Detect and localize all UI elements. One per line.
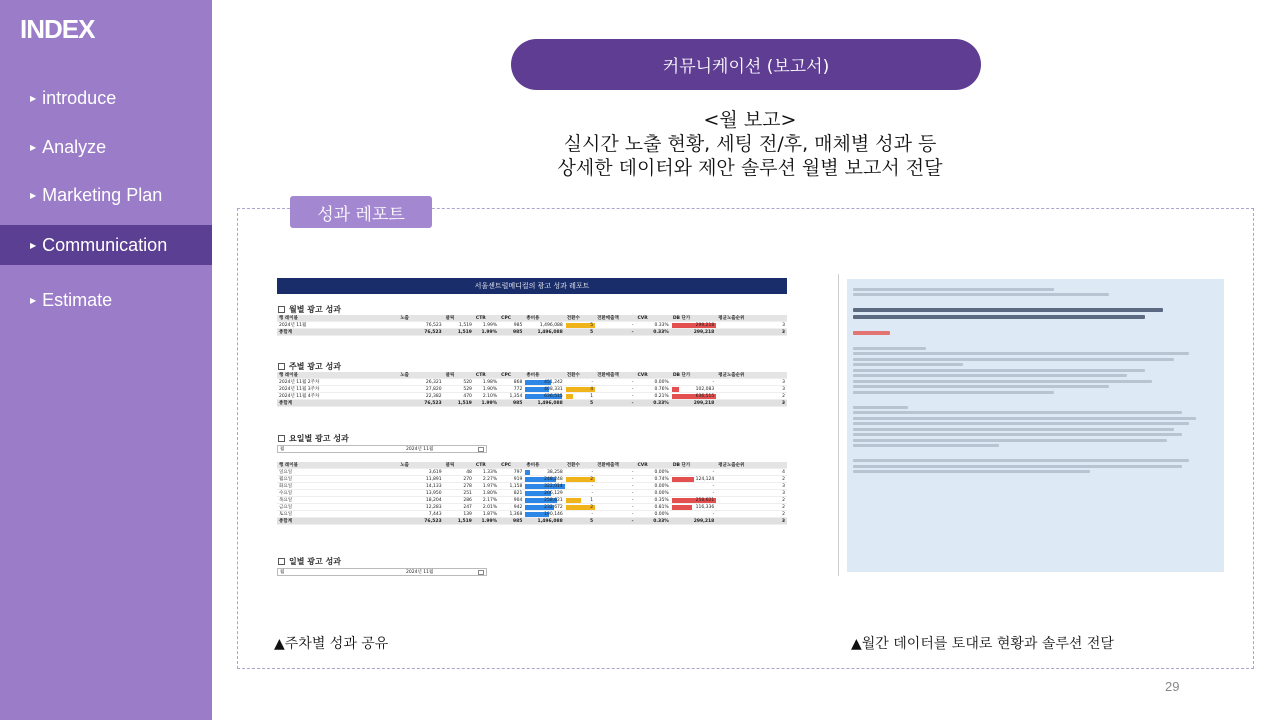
data-bar [672,505,692,510]
table-cell: 0.21% [635,393,670,400]
filter-dropdown-icon[interactable] [478,570,484,575]
table-row [277,504,787,511]
table-cell: - [671,469,716,476]
weekday-filter[interactable] [277,445,487,453]
table-cell: - [595,329,635,336]
triangle-right-icon: ▶ [30,190,37,200]
report-tag: 성과 레포트 [290,196,432,228]
table-cell: 1,354 [499,393,524,400]
table-row [277,476,787,483]
document-text-line [853,374,1127,377]
table-cell: 247 [444,504,474,511]
table-cell: 총비용 [524,372,564,379]
table-cell: 270 [444,476,474,483]
table-cell: 22,382 [398,393,443,400]
table-cell: 470 [444,393,474,400]
table-cell: - [595,497,635,504]
table-cell: 2 [716,497,787,504]
table-cell: 3 [716,322,787,329]
daily-filter[interactable] [277,568,487,576]
table-cell: 전환매출액 [595,372,635,379]
document-text-line [853,459,1189,462]
section-title-pill: 커뮤니케이션 (보고서) [511,39,981,90]
table-cell: 1,496,088 [524,518,564,525]
table-cell: 520 [444,379,474,386]
table-cell: 1.87% [474,511,499,518]
document-text-line [853,450,1218,457]
table-cell: 3 [716,518,787,525]
triangle-right-icon: ▶ [30,93,37,103]
table-cell: 클릭 [444,315,474,322]
data-bar [566,394,574,399]
table-cell: 124,124 [671,476,716,483]
table-cell: 4 [565,386,595,393]
table-cell: 636,515 [671,393,716,400]
table-cell: - [671,511,716,518]
table-cell: 행 레이블 [277,372,398,379]
table-cell: CTR [474,462,499,469]
table-cell: 2.10% [474,393,499,400]
document-text-line [853,308,1163,312]
document-text-line [853,337,1218,344]
table-cell: 139 [444,511,474,518]
table-cell: 299,218 [671,400,716,407]
headline-line-1: <월 보고> [703,109,797,131]
table-cell: 278 [444,483,474,490]
table-cell: 2024년 11월 4주차 [277,393,398,400]
document-text-line [853,293,1109,296]
document-text-line [853,299,1218,306]
table-cell: 251 [444,490,474,497]
table-cell: 1,496,088 [524,322,564,329]
table-cell: 전환수 [565,372,595,379]
table-cell: 행 레이블 [277,315,398,322]
monthly-report-document [847,279,1224,572]
document-text-line [853,428,1174,431]
triangle-right-icon: ▶ [30,240,37,250]
table-cell: 206,129 [524,490,564,497]
table-cell: 1.99% [474,400,499,407]
table-cell: 821 [499,490,524,497]
table-cell: 26,321 [398,379,443,386]
table-cell: 1.99% [474,322,499,329]
table-cell: 2 [716,476,787,483]
table-cell: 299,218 [671,329,716,336]
table-cell: 총합계 [277,329,398,336]
sidebar-item-label: Estimate [42,289,113,310]
table-row [277,322,787,329]
table-cell: 38,258 [524,469,564,476]
table-cell: 1,496,088 [524,400,564,407]
table-cell: - [595,469,635,476]
table-cell: 1,519 [444,322,474,329]
filter-value: 2024년 11월 [406,570,434,575]
weekday-section-title [278,433,349,444]
data-bar [672,477,694,482]
table-cell: 전환수 [565,462,595,469]
document-text-line [853,465,1182,468]
table-cell: 1,519 [444,400,474,407]
table-cell: - [595,518,635,525]
table-cell: 0.74% [635,476,670,483]
table-cell: 0.33% [635,518,670,525]
filter-label: 월 [280,570,285,575]
sidebar-item-analyze[interactable] [0,127,212,167]
table-cell: 258,621 [671,497,716,504]
document-text-line [853,347,926,350]
table-row [277,490,787,497]
sidebar-item-marketing-plan[interactable] [0,175,212,215]
table-cell: 2 [565,504,595,511]
checkbox-icon [278,435,285,442]
table-cell: 408,331 [524,386,564,393]
table-cell: 919 [499,476,524,483]
document-text-line [853,439,1167,442]
right-caption: ▲월간 데이터를 토대로 현황과 솔루션 전달 [851,636,1114,652]
table-cell: CVR [635,462,670,469]
headline [460,108,1040,180]
table-cell: 451,242 [524,379,564,386]
triangle-right-icon: ▶ [30,295,37,305]
data-bar [566,498,581,503]
table-cell: 전환매출액 [595,315,635,322]
sidebar-item-label: Communication [42,234,168,255]
page-number: 29 [1165,679,1180,694]
table-cell: 1.99% [474,329,499,336]
table-cell: 797 [499,469,524,476]
document-text-line [853,433,1182,436]
table-cell: - [595,476,635,483]
table-cell: 2 [716,393,787,400]
table-cell: 0.00% [635,483,670,490]
sidebar [0,0,212,720]
document-text-line [853,444,999,447]
monthly-section-title [278,304,341,315]
document-text-line [853,363,963,366]
weekly-table [277,372,787,407]
table-cell: 0.76% [635,386,670,393]
table-cell: 0.33% [635,329,670,336]
table-cell: 3 [716,379,787,386]
table-cell: 299,218 [671,322,716,329]
table-cell: 2 [565,476,595,483]
table-cell: 클릭 [444,462,474,469]
table-cell: 0.81% [635,504,670,511]
table-cell: 76,523 [398,518,443,525]
table-cell: 1.98% [474,379,499,386]
section-label: 일별 광고 성과 [289,557,341,566]
document-text-line [853,358,1174,361]
divider [838,274,839,576]
table-cell: CTR [474,372,499,379]
index-title: INDEX [20,14,95,44]
table-cell: 7,443 [398,511,443,518]
table-cell: 27,820 [398,386,443,393]
table-cell: 636,515 [524,393,564,400]
document-text-line [853,396,1218,403]
table-cell: 985 [499,400,524,407]
document-text-line [853,391,1054,394]
data-bar [525,470,530,475]
table-cell: - [595,386,635,393]
table-cell: 4 [716,469,787,476]
table-cell: 총합계 [277,518,398,525]
table-cell: 3 [716,400,787,407]
table-cell: 942 [499,504,524,511]
document-text-line [853,380,1152,383]
triangle-right-icon: ▶ [30,142,37,152]
table-cell: 2024년 11월 3주차 [277,386,398,393]
document-text-line [853,470,1090,473]
sidebar-item-introduce[interactable] [0,78,212,118]
weekly-section-title [278,361,341,372]
table-cell: 전환수 [565,315,595,322]
table-cell: 48 [444,469,474,476]
table-cell: 2.01% [474,504,499,511]
table-cell: 868 [499,379,524,386]
document-text-line [853,422,1189,425]
checkbox-icon [278,558,285,565]
report-spreadsheet [277,278,787,578]
table-cell: 190,146 [524,511,564,518]
table-cell: 금요일 [277,504,398,511]
table-cell: 904 [499,497,524,504]
table-cell: 전환매출액 [595,462,635,469]
table-cell: 3,619 [398,469,443,476]
table-cell: 14,133 [398,483,443,490]
document-text-line [853,321,1218,328]
table-cell: 76,523 [398,329,443,336]
table-cell: 1,158 [499,483,524,490]
table-cell: 529 [444,386,474,393]
table-cell: 18,204 [398,497,443,504]
table-cell: 노출 [398,462,443,469]
table-row [277,469,787,476]
table-cell: 1.33% [474,469,499,476]
section-label: 월별 광고 성과 [289,305,341,314]
table-cell: 286 [444,497,474,504]
table-cell: 1.97% [474,483,499,490]
table-cell: 1 [565,497,595,504]
sidebar-item-communication[interactable] [0,225,212,265]
table-cell: 3 [716,483,787,490]
table-cell: - [565,483,595,490]
table-cell: - [565,469,595,476]
table-cell: 299,218 [671,518,716,525]
headline-line-3: 상세한 데이터와 제안 솔루션 월별 보고서 전달 [557,157,943,179]
table-cell: - [565,379,595,386]
daily-section-title [278,556,341,567]
table-cell: 총합계 [277,400,398,407]
table-cell: 일요일 [277,469,398,476]
table-cell: 5 [565,518,595,525]
table-total-row [277,518,787,525]
table-cell: - [595,490,635,497]
table-cell: - [595,511,635,518]
table-cell: 116,336 [671,504,716,511]
table-cell: CVR [635,315,670,322]
table-cell: 클릭 [444,372,474,379]
table-cell: 목요일 [277,497,398,504]
sidebar-item-label: Marketing Plan [42,184,163,205]
document-text-line [853,288,1054,291]
table-cell: 0.00% [635,490,670,497]
table-cell: 수요일 [277,490,398,497]
table-cell: 0.33% [635,400,670,407]
document-text-line [853,406,908,409]
table-cell: 985 [499,322,524,329]
table-cell: 평균노출순위 [716,372,787,379]
table-cell: 1,368 [499,511,524,518]
table-cell: 76,523 [398,400,443,407]
sheet-banner: 서울센트럴메디컬의 광고 성과 레포트 [277,278,787,294]
table-cell: 322,014 [524,483,564,490]
table-cell: 1.99% [474,518,499,525]
table-cell: 2024년 11월 [277,322,398,329]
table-total-row [277,329,787,336]
filter-label: 월 [280,447,285,452]
table-cell: 총비용 [524,315,564,322]
table-cell: - [671,379,716,386]
table-cell: 월요일 [277,476,398,483]
table-cell: - [595,483,635,490]
table-cell: 102,083 [671,386,716,393]
table-cell: 12,283 [398,504,443,511]
table-cell: 5 [565,322,595,329]
table-cell: 토요일 [277,511,398,518]
document-text-line [853,331,890,335]
table-cell: - [595,400,635,407]
table-row [277,483,787,490]
document-text-line [853,369,1145,372]
table-cell: CTR [474,315,499,322]
document-text-line [853,417,1196,420]
table-row [277,511,787,518]
table-row [277,379,787,386]
table-cell: - [565,511,595,518]
table-cell: 3 [716,329,787,336]
section-label: 주별 광고 성과 [289,362,341,371]
checkbox-icon [278,363,285,370]
table-cell: CPC [499,462,524,469]
document-text-line [853,385,1109,388]
table-cell: 0.33% [635,322,670,329]
table-cell: 노출 [398,315,443,322]
table-cell: - [595,322,635,329]
table-row [277,386,787,393]
table-cell: 행 레이블 [277,462,398,469]
table-cell: 1,519 [444,329,474,336]
table-cell: 화요일 [277,483,398,490]
weekday-table [277,462,787,525]
table-cell: 258,621 [524,497,564,504]
table-cell: 0.35% [635,497,670,504]
table-cell: 1,496,088 [524,329,564,336]
table-cell: 772 [499,386,524,393]
table-total-row [277,400,787,407]
section-label: 요일별 광고 성과 [289,434,349,443]
table-row [277,497,787,504]
table-row [277,393,787,400]
sidebar-item-estimate[interactable] [0,280,212,320]
filter-dropdown-icon[interactable] [478,447,484,452]
headline-line-2: 실시간 노출 현황, 세팅 전/후, 매체별 성과 등 [563,133,937,155]
table-cell: 5 [565,329,595,336]
table-cell: 76,523 [398,322,443,329]
table-cell: 1.90% [474,386,499,393]
monthly-table [277,315,787,336]
table-cell: 0.00% [635,469,670,476]
table-cell: CPC [499,315,524,322]
left-caption: ▲주차별 성과 공유 [274,636,389,652]
table-cell: 232,672 [524,504,564,511]
table-cell: 1 [565,393,595,400]
table-cell: 13,950 [398,490,443,497]
sidebar-item-label: introduce [42,87,117,108]
table-cell: - [671,490,716,497]
data-bar [672,387,679,392]
table-cell: DB 단가 [671,462,716,469]
table-cell: 248,248 [524,476,564,483]
table-cell: 평균노출순위 [716,462,787,469]
sidebar-item-label: Analyze [42,136,107,157]
table-cell: 985 [499,329,524,336]
table-cell: DB 단가 [671,315,716,322]
document-text-line [853,315,1145,319]
table-cell: 985 [499,518,524,525]
table-cell: DB 단가 [671,372,716,379]
table-cell: 3 [716,386,787,393]
checkbox-icon [278,306,285,313]
table-cell: 2024년 11월 2주차 [277,379,398,386]
table-cell: 노출 [398,372,443,379]
table-cell: 0.00% [635,511,670,518]
document-text-line [853,411,1182,414]
table-cell: 1,519 [444,518,474,525]
table-cell: 11,891 [398,476,443,483]
table-cell: CVR [635,372,670,379]
filter-value: 2024년 11월 [406,447,434,452]
table-cell: 3 [716,490,787,497]
table-cell: - [595,393,635,400]
table-cell: - [595,504,635,511]
table-cell: 2 [716,504,787,511]
table-cell: - [671,483,716,490]
table-cell: - [595,379,635,386]
table-cell: CPC [499,372,524,379]
table-cell: 2 [716,511,787,518]
table-cell: 총비용 [524,462,564,469]
table-cell: - [565,490,595,497]
table-cell: 2.27% [474,476,499,483]
table-cell: 평균노출순위 [716,315,787,322]
table-cell: 0.00% [635,379,670,386]
table-cell: 1.80% [474,490,499,497]
table-cell: 5 [565,400,595,407]
document-text-line [853,352,1189,355]
table-cell: 2.17% [474,497,499,504]
